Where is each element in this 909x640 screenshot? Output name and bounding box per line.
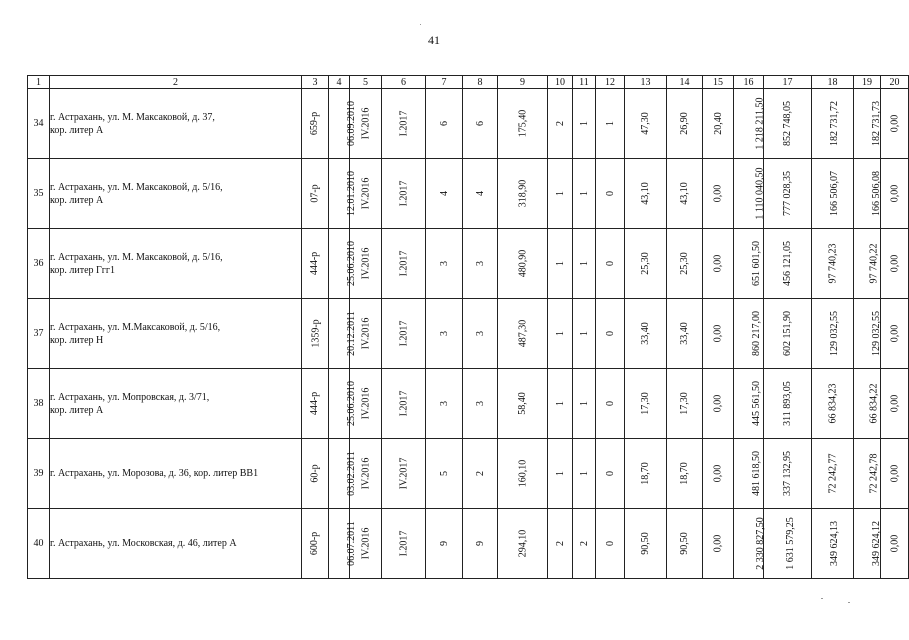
cell-col-16 — [734, 369, 764, 439]
cell-col-3 — [302, 509, 329, 579]
cell-col-14 — [667, 369, 703, 439]
cell-value: 43,10 — [640, 182, 651, 205]
cell-col-11 — [573, 509, 596, 579]
scan-speck — [420, 24, 421, 25]
column-header: 3 — [302, 76, 329, 89]
cell-value: 2 — [578, 541, 590, 546]
cell-col-10 — [548, 299, 573, 369]
cell-value: 06.09.2010 — [346, 101, 357, 146]
cell-value: 18,70 — [679, 462, 690, 485]
column-header: 20 — [881, 76, 909, 89]
cell-value: 456 121,05 — [782, 241, 793, 286]
cell-value: 659-р — [309, 111, 321, 136]
cell-col-14 — [667, 509, 703, 579]
cell-col-4 — [329, 89, 357, 159]
cell-col-16 — [734, 159, 764, 229]
cell-col-7 — [426, 369, 463, 439]
cell-col-13 — [625, 159, 667, 229]
cell-col-17 — [764, 229, 812, 299]
cell-col-6 — [382, 229, 426, 299]
cell-col-9 — [498, 89, 548, 159]
cell-col-6 — [382, 299, 426, 369]
table-row — [28, 509, 909, 579]
cell-value: 4 — [438, 191, 450, 196]
cell-value: 07-р — [309, 184, 321, 203]
cell-col-17 — [764, 299, 812, 369]
cell-col-9 — [498, 299, 548, 369]
cell-col-10 — [548, 89, 573, 159]
cell-value: 0,00 — [712, 534, 724, 553]
cell-value: 1 — [554, 331, 566, 336]
cell-col-18 — [812, 509, 854, 579]
cell-value: 26,90 — [679, 112, 690, 135]
cell-value: 0 — [604, 471, 616, 476]
cell-value: 43,10 — [679, 182, 690, 205]
cell-col-17 — [764, 159, 812, 229]
cell-col-16 — [734, 299, 764, 369]
cell-value: 444-р — [309, 391, 321, 416]
cell-value: IV.2016 — [360, 177, 372, 210]
cell-col-7 — [426, 299, 463, 369]
cell-value: 852 748,05 — [782, 101, 793, 146]
cell-value: 12.01.2010 — [346, 171, 357, 216]
cell-value: 0,00 — [889, 324, 900, 343]
cell-value: 20,40 — [712, 112, 724, 135]
cell-value: 06.07.2011 — [345, 521, 357, 566]
cell-value: 1 110 040,50 — [754, 167, 766, 220]
cell-col-12 — [596, 369, 625, 439]
cell-col-3 — [302, 89, 329, 159]
cell-value: 182 731,72 — [829, 101, 840, 146]
cell-value: 90,50 — [679, 532, 690, 555]
cell-value: 0,00 — [889, 114, 900, 133]
cell-value: 2 330 827,50 — [754, 517, 766, 570]
cell-col-3 — [302, 159, 329, 229]
cell-col-15 — [703, 439, 734, 509]
cell-col-12 — [596, 299, 625, 369]
cell-col-18 — [812, 439, 854, 509]
cell-value: 1 — [554, 471, 566, 476]
column-number-row — [28, 76, 909, 89]
cell-value: 337 132,95 — [782, 451, 793, 496]
cell-col-6 — [382, 159, 426, 229]
cell-value: 17,30 — [679, 392, 690, 415]
cell-col-1: 36 — [28, 229, 50, 299]
column-header: 6 — [382, 76, 426, 89]
cell-value: 1 218 211,50 — [754, 97, 766, 150]
cell-col-18 — [812, 369, 854, 439]
cell-value: 3 — [438, 401, 450, 406]
cell-col-9 — [498, 229, 548, 299]
cell-value: 5 — [438, 471, 450, 476]
cell-value: 18,70 — [640, 462, 651, 485]
cell-value: I.2017 — [398, 320, 409, 347]
cell-value: 97 740,22 — [868, 243, 880, 284]
cell-col-7 — [426, 509, 463, 579]
cell-col-13 — [625, 229, 667, 299]
cell-value: 0 — [604, 261, 616, 266]
cell-col-14 — [667, 439, 703, 509]
cell-col-12 — [596, 439, 625, 509]
cell-col-12 — [596, 159, 625, 229]
cell-value: 0,00 — [889, 394, 900, 413]
cell-col-7 — [426, 159, 463, 229]
cell-value: 2 — [554, 121, 566, 126]
cell-col-9 — [498, 509, 548, 579]
cell-value: 4 — [474, 191, 486, 196]
cell-value: I.2017 — [398, 180, 409, 207]
cell-col-6 — [382, 369, 426, 439]
cell-value: IV.2016 — [360, 247, 372, 280]
cell-col-3 — [302, 229, 329, 299]
cell-value: 182 731,73 — [871, 101, 882, 146]
cell-col-14 — [667, 229, 703, 299]
cell-value: 20.12.2011 — [345, 311, 357, 356]
cell-value: 0,00 — [712, 324, 724, 343]
column-header: 8 — [463, 76, 498, 89]
column-header: 11 — [573, 76, 596, 89]
table-row — [28, 439, 909, 509]
column-header: 16 — [734, 76, 764, 89]
cell-value: 66 834,23 — [827, 383, 838, 424]
cell-value: 66 834,22 — [868, 383, 880, 424]
cell-value: 3 — [474, 261, 486, 266]
cell-value: 0 — [604, 401, 616, 406]
cell-col-7 — [426, 89, 463, 159]
cell-value: 318,90 — [517, 179, 528, 208]
cell-value: 25.06.2010 — [346, 241, 357, 286]
cell-col-20 — [881, 299, 909, 369]
cell-col-9 — [498, 369, 548, 439]
table-row — [28, 229, 909, 299]
cell-col-11 — [573, 89, 596, 159]
cell-col-2: г. Астрахань, ул. Морозова, д. 36, кор. литер ВВ1 — [50, 439, 302, 509]
cell-col-15 — [703, 89, 734, 159]
cell-value: 25,30 — [640, 252, 651, 275]
page-number: 41 — [428, 33, 440, 47]
cell-col-11 — [573, 369, 596, 439]
cell-col-20 — [881, 439, 909, 509]
scan-speck — [821, 598, 823, 599]
cell-col-4 — [329, 299, 357, 369]
cell-col-1: 35 — [28, 159, 50, 229]
cell-col-11 — [573, 159, 596, 229]
cell-value: 1 — [554, 261, 566, 266]
cell-value: 445 561,50 — [751, 381, 762, 426]
cell-col-20 — [881, 509, 909, 579]
cell-col-12 — [596, 89, 625, 159]
cell-value: 33,40 — [640, 322, 651, 345]
cell-value: 6 — [438, 121, 450, 126]
column-header: 7 — [426, 76, 463, 89]
table-row — [28, 369, 909, 439]
cell-value: IV.2016 — [360, 527, 372, 560]
cell-col-15 — [703, 229, 734, 299]
cell-col-15 — [703, 509, 734, 579]
cell-value: 1 — [554, 401, 566, 406]
cell-value: 1 — [604, 121, 616, 126]
cell-col-19 — [854, 299, 881, 369]
cell-col-10 — [548, 509, 573, 579]
cell-value: 0 — [604, 331, 616, 336]
cell-value: 33,40 — [679, 322, 690, 345]
cell-value: 481 618,50 — [751, 451, 762, 496]
cell-value: 175,40 — [517, 109, 528, 138]
cell-col-11 — [573, 229, 596, 299]
cell-col-18 — [812, 89, 854, 159]
cell-value: 444-р — [309, 251, 321, 276]
cell-value: 166 506,07 — [829, 171, 840, 216]
cell-value: IV.2016 — [360, 317, 372, 350]
cell-value: 60-р — [309, 464, 321, 483]
cell-col-4 — [329, 229, 357, 299]
cell-value: 17,30 — [640, 392, 651, 415]
cell-value: 860 217,00 — [751, 311, 762, 356]
cell-value: 58,40 — [517, 392, 528, 415]
cell-col-19 — [854, 509, 881, 579]
cell-value: 2 — [474, 471, 486, 476]
column-header: 18 — [812, 76, 854, 89]
housing-register-table — [27, 75, 909, 579]
cell-col-20 — [881, 229, 909, 299]
cell-col-4 — [329, 369, 357, 439]
cell-col-13 — [625, 439, 667, 509]
cell-value: 1359-р — [310, 319, 322, 348]
column-header: 15 — [703, 76, 734, 89]
cell-value: 480,90 — [517, 249, 528, 278]
cell-value: 0,00 — [712, 394, 724, 413]
cell-value: 3 — [474, 331, 486, 336]
cell-value: 0,00 — [889, 184, 900, 203]
cell-value: 602 151,90 — [782, 311, 793, 356]
cell-value: 3 — [438, 331, 450, 336]
cell-value: 0 — [604, 541, 616, 546]
cell-value: 349 624,12 — [871, 521, 882, 566]
cell-value: 0,00 — [889, 464, 900, 483]
cell-col-20 — [881, 89, 909, 159]
column-header: 2 — [50, 76, 302, 89]
cell-col-19 — [854, 439, 881, 509]
cell-col-16 — [734, 439, 764, 509]
cell-col-8 — [463, 369, 498, 439]
cell-value: 97 740,23 — [827, 243, 838, 284]
cell-col-8 — [463, 299, 498, 369]
cell-col-2: г. Астрахань, ул. М. Максаковой, д. 37, кор. литер А — [50, 89, 302, 159]
cell-col-6 — [382, 89, 426, 159]
cell-col-15 — [703, 299, 734, 369]
cell-col-14 — [667, 299, 703, 369]
cell-col-19 — [854, 159, 881, 229]
cell-value: 2 — [554, 541, 566, 546]
cell-value: 25.06.2010 — [346, 381, 357, 426]
cell-value: 160,10 — [517, 459, 528, 488]
cell-col-18 — [812, 299, 854, 369]
cell-value: 1 — [578, 401, 590, 406]
cell-col-18 — [812, 159, 854, 229]
cell-col-2: г. Астрахань, ул. Московская, д. 46, литер А — [50, 509, 302, 579]
cell-col-6 — [382, 439, 426, 509]
cell-value: 6 — [474, 121, 486, 126]
cell-col-10 — [548, 369, 573, 439]
column-header: 13 — [625, 76, 667, 89]
cell-col-16 — [734, 89, 764, 159]
cell-col-12 — [596, 229, 625, 299]
column-header: 19 — [854, 76, 881, 89]
cell-col-13 — [625, 509, 667, 579]
cell-col-4 — [329, 159, 357, 229]
table-row — [28, 89, 909, 159]
cell-col-14 — [667, 159, 703, 229]
cell-col-2: г. Астрахань, ул. М. Максаковой, д. 5/16, кор. литер А — [50, 159, 302, 229]
cell-col-16 — [734, 509, 764, 579]
cell-value: 03.02.2011 — [345, 451, 357, 496]
cell-value: 1 — [578, 331, 590, 336]
cell-value: 0 — [604, 191, 616, 196]
cell-col-19 — [854, 229, 881, 299]
cell-col-19 — [854, 89, 881, 159]
column-header: 10 — [548, 76, 573, 89]
cell-value: IV.2017 — [397, 457, 409, 490]
table-row — [28, 159, 909, 229]
cell-value: 129 032,55 — [871, 311, 882, 356]
cell-value: 600-р — [309, 531, 321, 556]
cell-value: 3 — [438, 261, 450, 266]
cell-value: 294,10 — [517, 529, 528, 558]
cell-value: 651 601,50 — [751, 241, 762, 286]
cell-col-3 — [302, 369, 329, 439]
cell-value: 1 — [554, 191, 566, 196]
cell-value: I.2017 — [398, 390, 409, 417]
cell-col-1: 34 — [28, 89, 50, 159]
cell-value: 9 — [438, 541, 450, 546]
cell-col-7 — [426, 439, 463, 509]
cell-col-20 — [881, 159, 909, 229]
cell-value: 166 506,08 — [871, 171, 882, 216]
cell-value: 349 624,13 — [829, 521, 840, 566]
cell-value: 9 — [474, 541, 486, 546]
column-header: 17 — [764, 76, 812, 89]
cell-col-8 — [463, 89, 498, 159]
cell-value: 25,30 — [679, 252, 690, 275]
cell-value: IV.2016 — [360, 387, 372, 420]
cell-value: 0,00 — [712, 184, 724, 203]
cell-col-9 — [498, 439, 548, 509]
cell-value: 777 028,35 — [782, 171, 793, 216]
cell-value: I.2017 — [398, 530, 409, 557]
cell-col-17 — [764, 509, 812, 579]
column-header: 4 — [329, 76, 350, 89]
cell-col-6 — [382, 509, 426, 579]
cell-col-1: 38 — [28, 369, 50, 439]
cell-col-10 — [548, 439, 573, 509]
table-row — [28, 299, 909, 369]
cell-value: 0,00 — [712, 254, 724, 273]
cell-value: 3 — [474, 401, 486, 406]
cell-value: I.2017 — [398, 110, 409, 137]
cell-col-1: 40 — [28, 509, 50, 579]
cell-col-12 — [596, 509, 625, 579]
cell-value: IV.2016 — [360, 107, 372, 140]
cell-col-2: г. Астрахань, ул. М. Максаковой, д. 5/16, кор. литер Ггг1 — [50, 229, 302, 299]
cell-value: 90,50 — [640, 532, 651, 555]
cell-col-1: 37 — [28, 299, 50, 369]
cell-value: 311 893,05 — [781, 381, 793, 426]
cell-col-11 — [573, 299, 596, 369]
cell-value: 0,00 — [889, 534, 900, 553]
cell-col-4 — [329, 509, 357, 579]
cell-col-19 — [854, 369, 881, 439]
cell-col-1: 39 — [28, 439, 50, 509]
cell-col-13 — [625, 89, 667, 159]
cell-value: I.2017 — [398, 250, 409, 277]
cell-value: 129 032,55 — [829, 311, 840, 356]
cell-col-17 — [764, 369, 812, 439]
cell-col-7 — [426, 229, 463, 299]
cell-value: 1 — [578, 261, 590, 266]
cell-value: 72 242,78 — [868, 453, 880, 494]
cell-value: 47,30 — [640, 112, 651, 135]
cell-col-16 — [734, 229, 764, 299]
cell-col-2: г. Астрахань, ул. Мопровская, д. 3/71, кор. литер А — [50, 369, 302, 439]
cell-value: 0,00 — [889, 254, 900, 273]
cell-col-2: г. Астрахань, ул. М.Максаковой, д. 5/16, кор. литер Н — [50, 299, 302, 369]
cell-col-8 — [463, 159, 498, 229]
cell-col-3 — [302, 439, 329, 509]
cell-value: 0,00 — [712, 464, 724, 483]
cell-value: 72 242,77 — [827, 453, 838, 494]
cell-col-14 — [667, 89, 703, 159]
cell-col-10 — [548, 159, 573, 229]
cell-col-13 — [625, 369, 667, 439]
cell-col-15 — [703, 369, 734, 439]
cell-col-17 — [764, 439, 812, 509]
cell-col-15 — [703, 159, 734, 229]
cell-col-13 — [625, 299, 667, 369]
cell-col-18 — [812, 229, 854, 299]
cell-col-8 — [463, 229, 498, 299]
cell-col-3 — [302, 299, 329, 369]
column-header: 1 — [28, 76, 50, 89]
cell-col-8 — [463, 439, 498, 509]
cell-col-17 — [764, 89, 812, 159]
cell-col-4 — [329, 439, 357, 509]
cell-value: 1 — [578, 121, 590, 126]
cell-value: IV.2016 — [360, 457, 372, 490]
cell-value: 1 — [578, 471, 590, 476]
cell-col-9 — [498, 159, 548, 229]
column-header: 14 — [667, 76, 703, 89]
cell-value: 1 — [578, 191, 590, 196]
cell-col-8 — [463, 509, 498, 579]
scan-speck — [848, 602, 850, 603]
column-header: 12 — [596, 76, 625, 89]
column-header: 5 — [350, 76, 382, 89]
cell-value: 1 631 579,25 — [784, 517, 796, 570]
cell-col-10 — [548, 229, 573, 299]
column-header: 9 — [498, 76, 548, 89]
cell-col-20 — [881, 369, 909, 439]
cell-value: 487,30 — [517, 319, 528, 348]
cell-col-11 — [573, 439, 596, 509]
